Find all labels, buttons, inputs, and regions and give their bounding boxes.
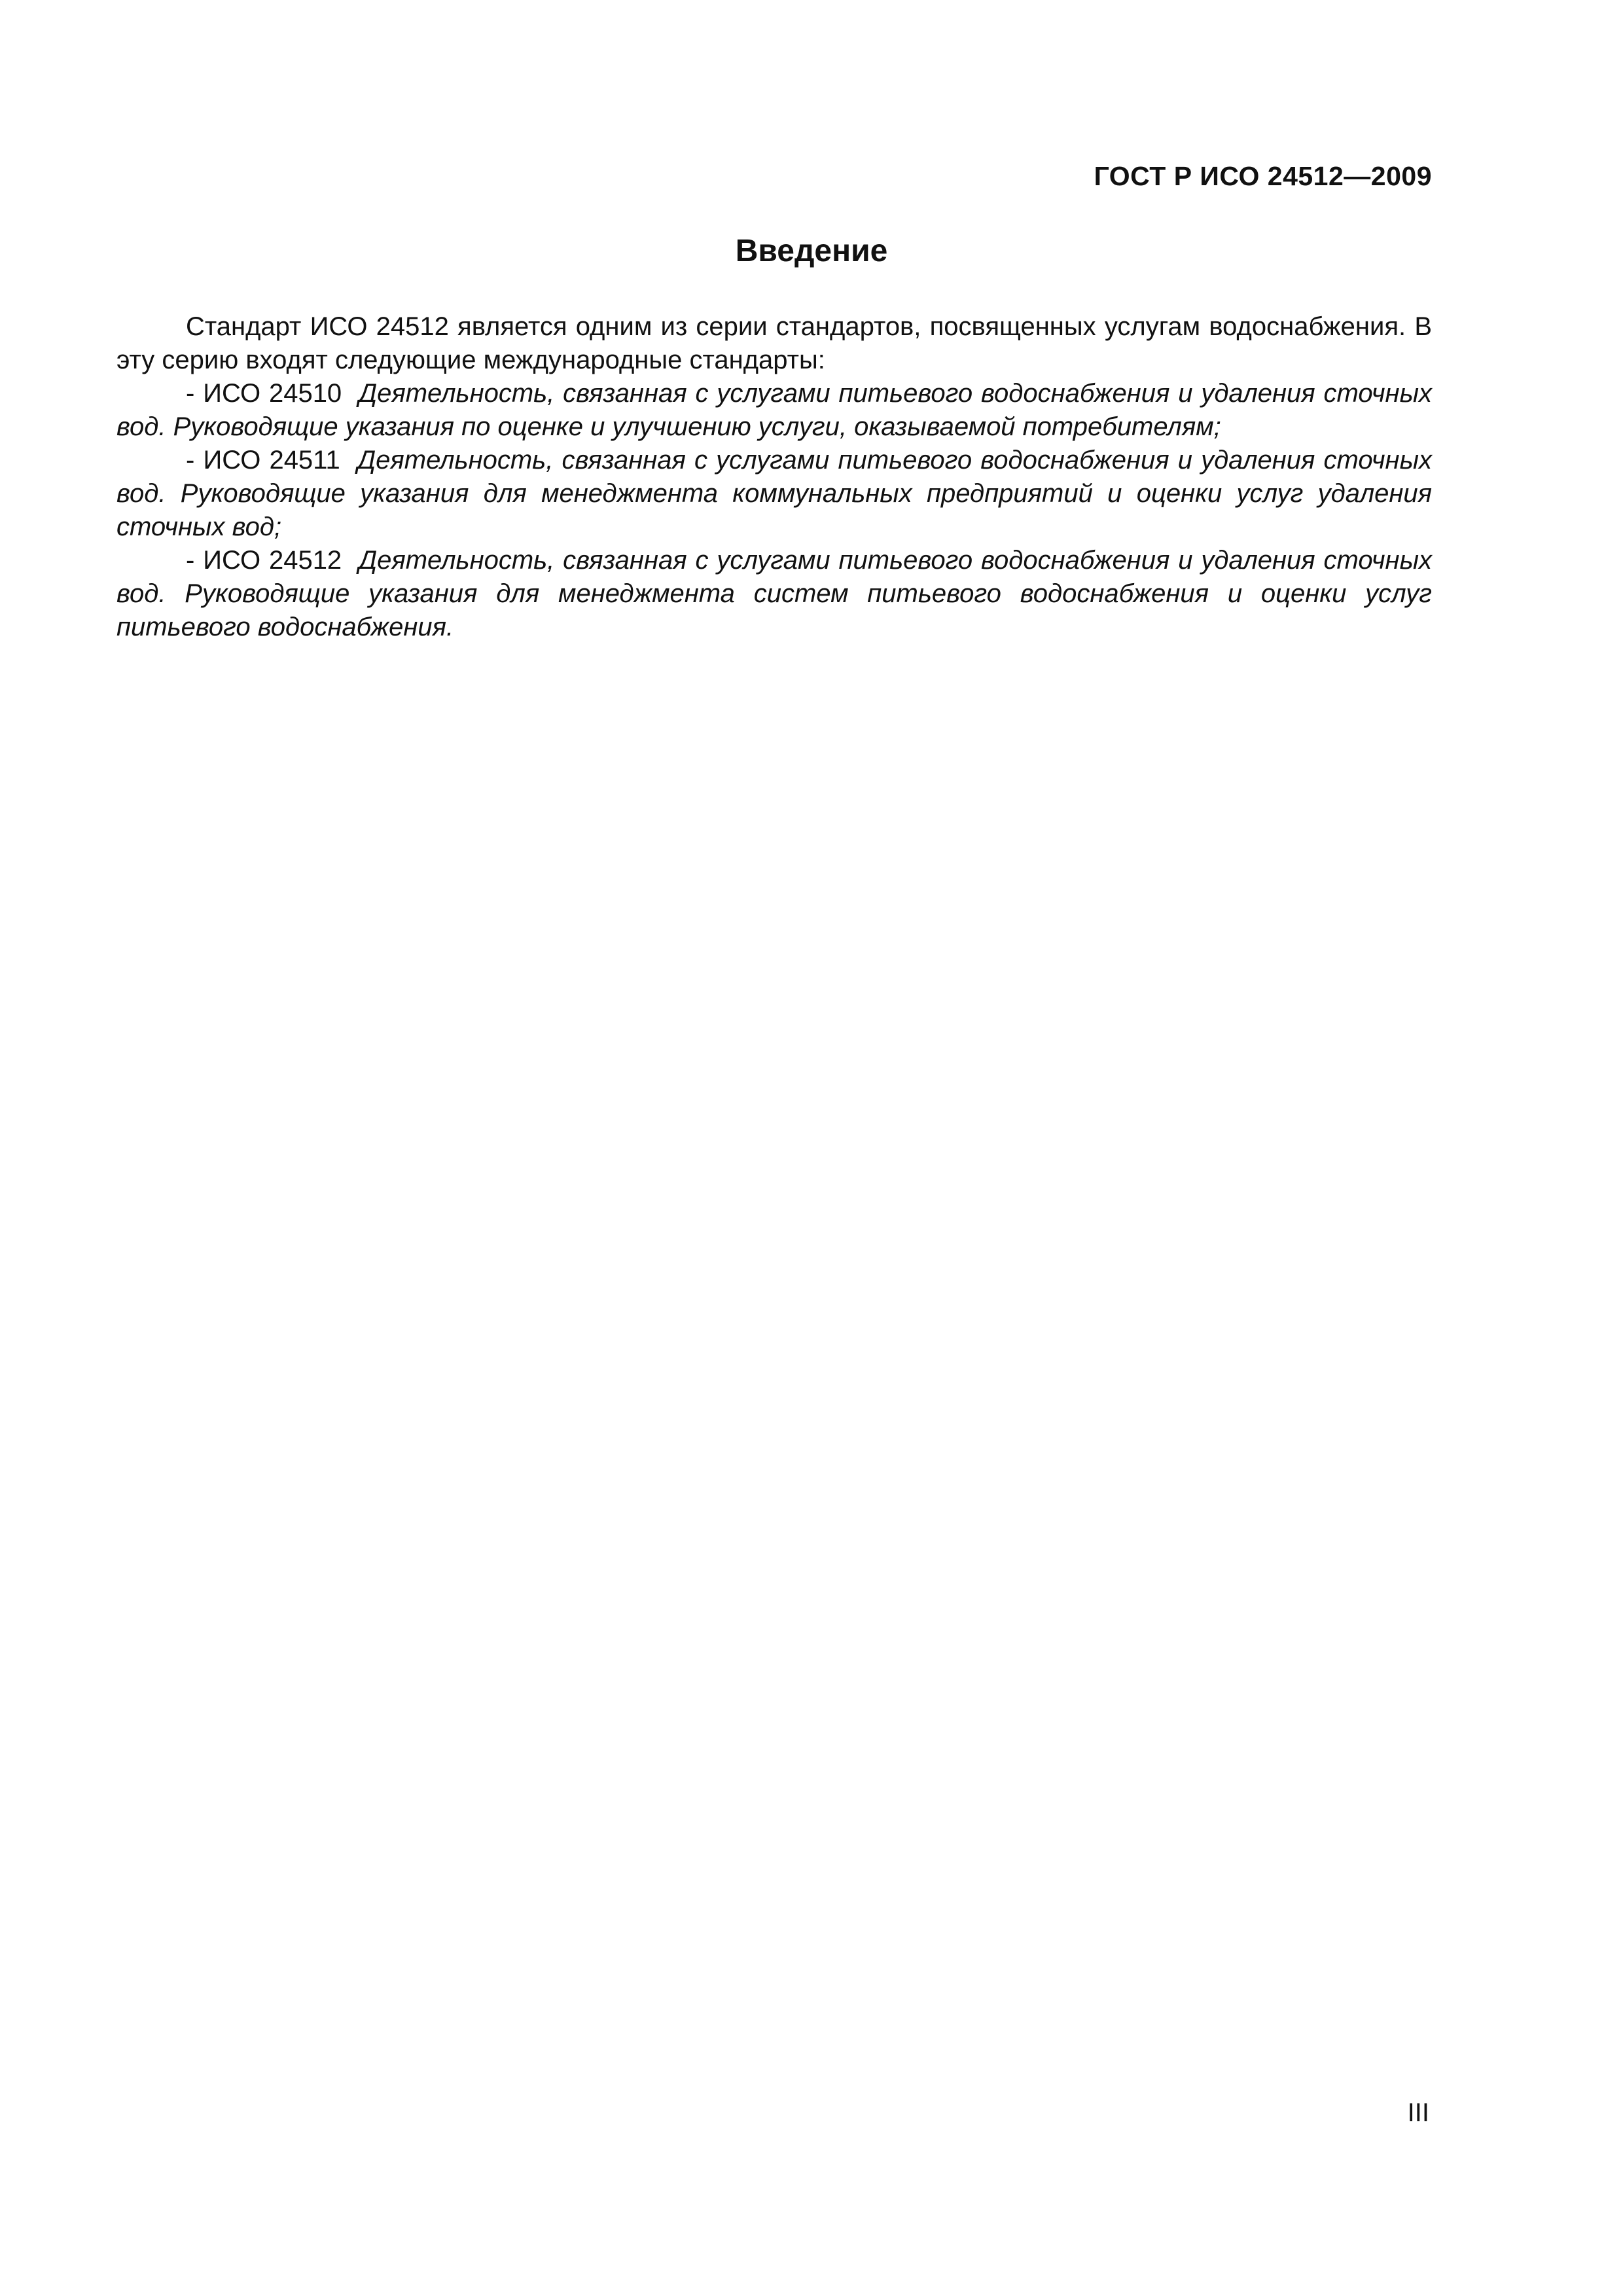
page-number: III	[1407, 2098, 1429, 2127]
section-body	[116, 310, 1432, 644]
section-title: Введение	[735, 234, 888, 268]
standard-item	[116, 444, 1432, 544]
standard-code: - ИСО 24512	[186, 546, 342, 575]
intro-paragraph: Стандарт ИСО 24512 является одним из серии стандартов, посвященных услугам водоснабжения. В эту серию входят следующие международные стандарты:	[116, 312, 1432, 374]
standard-item	[116, 377, 1432, 444]
standard-item	[116, 544, 1432, 644]
standard-description: Деятельность, связанная с услугами питьевого водоснабжения и удаления сточных вод. Руководящие указания для менеджмента систем питьевого водоснабжения и оценки услуг питьевого водоснабжения.	[116, 546, 1432, 641]
standard-designation: ГОСТ Р ИСО 24512—2009	[1094, 161, 1432, 191]
standard-description: Деятельность, связанная с услугами питьевого водоснабжения и удаления сточных вод. Руководящие указания для менеджмента коммунальных предприятий и оценки услуг удаления сточных вод;	[116, 446, 1433, 541]
standard-code: - ИСО 24511	[186, 446, 340, 475]
standard-code: - ИСО 24510	[186, 379, 342, 408]
standard-description: Деятельность, связанная с услугами питьевого водоснабжения и удаления сточных вод. Руководящие указания по оценке и улучшению услуги, оказываемой потребителям;	[116, 379, 1432, 441]
